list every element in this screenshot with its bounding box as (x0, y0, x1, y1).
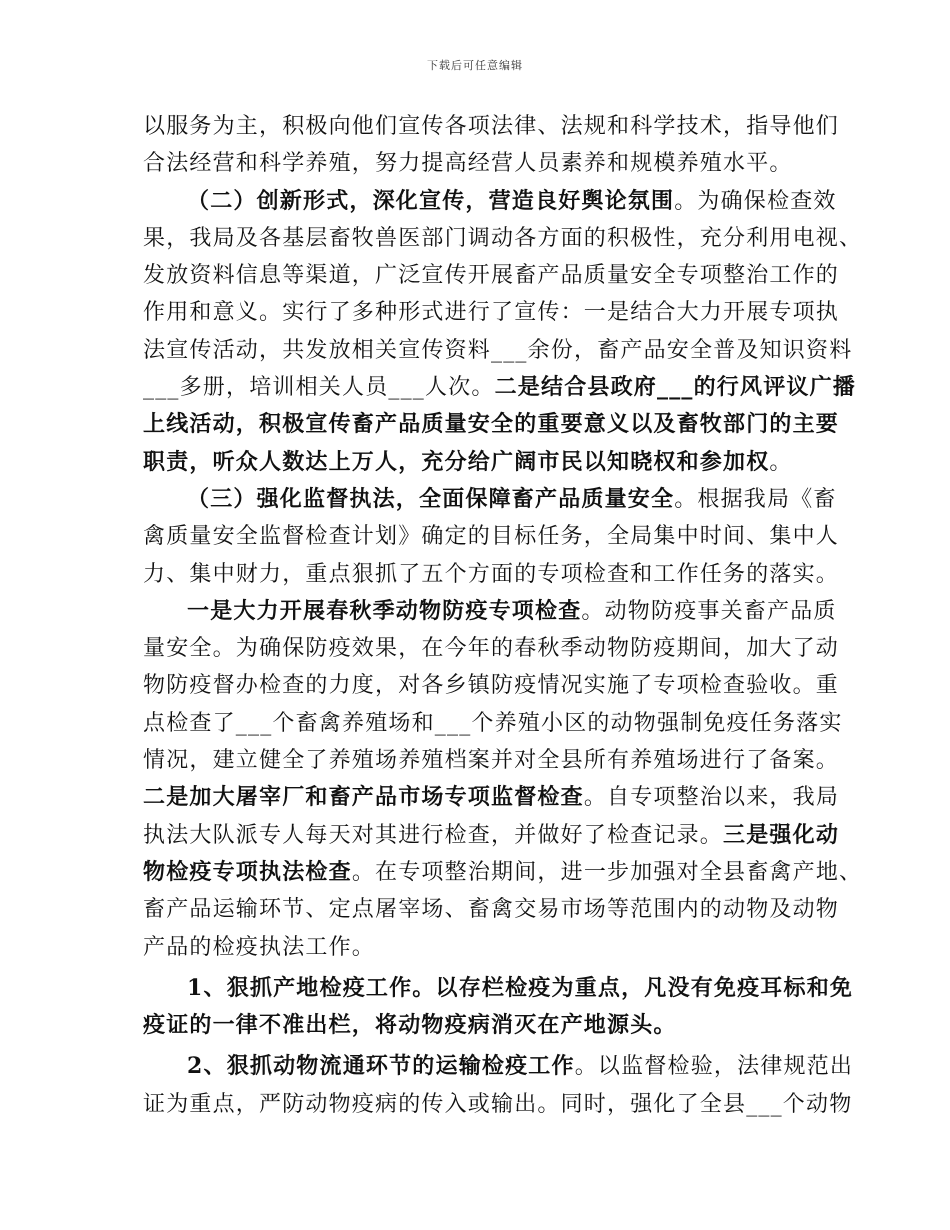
text-segment: 执法大队派专人每天对其进行检查，并做好了检查记录。 (143, 822, 724, 848)
bold-text-segment: 一是大力开展春秋季动物防疫专项检查 (187, 597, 582, 624)
text-line (143, 444, 823, 481)
text-segment: 点检查了___个畜禽养殖场和___个养殖小区的动物强制免疫任务落实 (143, 710, 843, 736)
page-header-note: 下载后可任意编辑 (427, 59, 523, 72)
text-segment: 法宣传活动，共发放相关宣传资料___余份，畜产品安全普及知识资料 (143, 337, 853, 363)
text-line (143, 705, 843, 742)
text-line (143, 518, 840, 555)
text-line (143, 183, 837, 220)
text-line (143, 593, 837, 630)
text-segment: 量安全。为确保防疫效果，在今年的春秋季动物防疫期间，加大了动 (143, 636, 840, 662)
bold-text-segment: （二）创新形式，深化宣传，营造良好舆论氛围 (187, 187, 675, 214)
text-line (143, 970, 854, 1007)
text-segment: 果，我局及各基层畜牧兽医部门调动各方面的积极性，充分利用电视、 (143, 225, 863, 251)
text-line (143, 817, 840, 854)
bold-text-segment: 1、狠抓产地检疫工作。以存栏检疫为重点，凡没有免疫耳标和免 (187, 974, 854, 1001)
text-line (143, 667, 840, 704)
text-segment: 。自专项整治以来，我局 (583, 785, 840, 811)
text-segment: 禽质量安全监督检查计划》确定的目标任务，全局集中时间、集中人 (143, 524, 840, 550)
text-line (143, 294, 840, 331)
text-line (143, 257, 840, 294)
text-segment: 。动物防疫事关畜产品质 (581, 598, 837, 624)
text-segment: 畜产品运输环节、定点屠宰场、畜禽交易市场等范围内的动物及动物 (143, 897, 840, 923)
bold-text-segment: 2、狠抓动物流通环节的运输检疫工作 (187, 1053, 575, 1080)
bold-text-segment: 二是加大屠宰厂和畜产品市场专项监督检查 (143, 784, 584, 811)
bold-text-segment: 职责，听众人数达上万人，充分给广阔市民以知晓权和参加权 (143, 448, 770, 475)
text-segment: 合法经营和科学养殖，努力提高经营人员素养和规模养殖水平。 (143, 151, 793, 177)
text-segment: 。为确保检查效 (674, 188, 837, 214)
bold-text-segment: 疫证的一律不准出栏，将动物疫病消灭在产地源头。 (143, 1012, 677, 1039)
text-line (143, 406, 840, 443)
text-segment: 。根据我局《畜 (674, 486, 837, 512)
text-segment: 力、集中财力，重点狠抓了五个方面的专项检查和工作任务的落实。 (143, 561, 840, 587)
text-line (143, 854, 863, 891)
text-line (143, 369, 857, 406)
text-line (143, 742, 840, 779)
text-segment: 证为重点，严防动物疫病的传入或输出。同时，强化了全县___个动物 (143, 1091, 853, 1117)
text-line (143, 220, 863, 257)
text-segment: 产品的检疫执法工作。 (143, 934, 376, 960)
document-body (143, 108, 863, 1123)
text-line (143, 1007, 823, 1044)
text-line (143, 108, 840, 145)
bold-text-segment: 上线活动，积极宣传畜产品质量安全的重要意义以及畜牧部门的主要 (143, 411, 840, 438)
text-segment: 发放资料信息等渠道，广泛宣传开展畜产品质量安全专项整治工作的 (143, 263, 840, 289)
bold-text-segment: 三是强化动 (723, 821, 840, 848)
bold-text-segment: 物检疫专项执法检查 (143, 858, 352, 885)
text-segment: 。在专项整治期间，进一步加强对全县畜禽产地、 (351, 859, 863, 885)
text-segment: ___多册，培训相关人员___人次。 (143, 375, 495, 401)
text-segment: 以服务为主，积极向他们宣传各项法律、法规和科学技术，指导他们 (143, 114, 840, 139)
bold-text-segment: 二是结合县政府___的行风评议广播 (494, 374, 857, 401)
text-line (143, 891, 840, 928)
bold-text-segment: （三）强化监督执法，全面保障畜产品质量安全 (187, 485, 675, 512)
text-segment: 。 (769, 449, 793, 475)
text-line (143, 630, 840, 667)
text-segment: 作用和意义。实行了多种形式进行了宣传：一是结合大力开展专项执 (143, 300, 840, 326)
text-line (143, 779, 840, 816)
text-segment: 情况，建立健全了养殖场养殖档案并对全县所有养殖场进行了备案。 (143, 748, 840, 774)
text-line (143, 556, 840, 593)
text-line (143, 1086, 853, 1123)
text-segment: 物防疫督办检查的力度，对各乡镇防疫情况实施了专项检查验收。重 (143, 673, 840, 699)
text-line (143, 1048, 854, 1085)
text-line (143, 481, 837, 518)
text-line (143, 929, 823, 966)
text-segment: 。以监督检验，法律规范出 (574, 1054, 854, 1080)
text-line (143, 145, 823, 182)
text-line (143, 332, 853, 369)
